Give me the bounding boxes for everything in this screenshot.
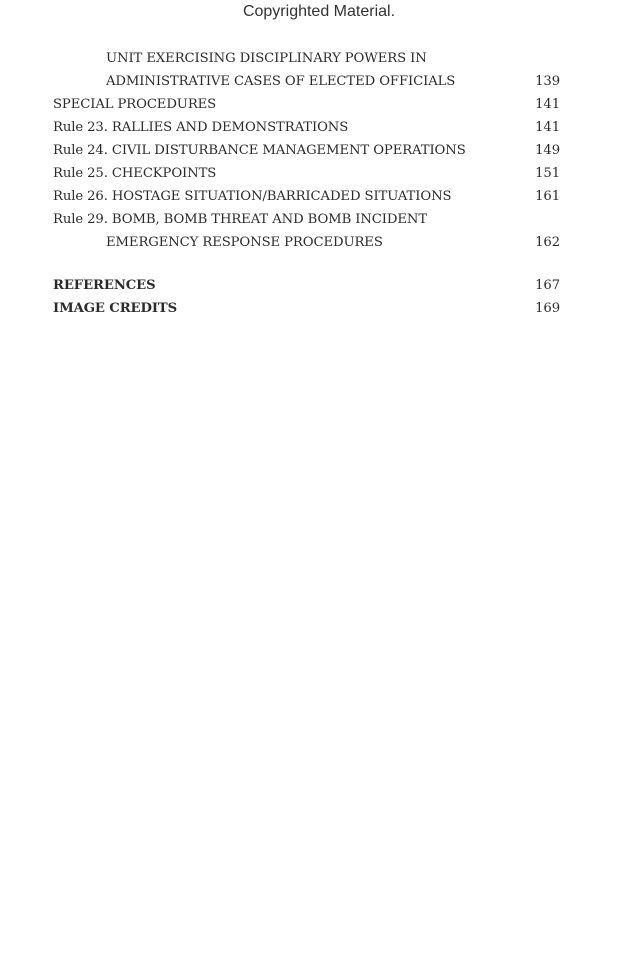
toc-entry-page: 149 — [535, 143, 560, 158]
toc-entry-title: Rule 26. HOSTAGE SITUATION/BARRICADED SITUATIONS — [53, 189, 452, 204]
section-spacer — [53, 254, 560, 274]
toc-entry — [53, 116, 560, 139]
toc-entry-title: Rule 29. BOMB, BOMB THREAT AND BOMB INCIDENT — [53, 212, 428, 227]
copyright-header: Copyrighted Material. — [242, 3, 396, 20]
toc-entry-image-credits — [53, 297, 560, 320]
toc-entry-references — [53, 274, 560, 297]
toc-entry-page: 162 — [535, 235, 560, 250]
toc-entry-page: 151 — [535, 166, 560, 181]
toc-entry-page: 139 — [535, 74, 560, 89]
toc-entry — [53, 185, 560, 208]
toc-entry-title: SPECIAL PROCEDURES — [53, 97, 217, 112]
toc-entry — [53, 162, 560, 185]
toc-entry — [53, 47, 560, 70]
toc-entry-title: IMAGE CREDITS — [53, 301, 178, 316]
toc-entry — [53, 70, 560, 93]
toc-entry-page: 167 — [535, 278, 560, 293]
toc-entry-title: UNIT EXERCISING DISCIPLINARY POWERS IN — [106, 51, 427, 66]
toc-entry-title: ADMINISTRATIVE CASES OF ELECTED OFFICIALS — [106, 74, 456, 89]
toc-entry-page: 141 — [535, 120, 560, 135]
toc-entry — [53, 208, 560, 231]
toc-entry — [53, 93, 560, 116]
table-of-contents — [53, 47, 560, 320]
toc-entry-page: 161 — [535, 189, 560, 204]
toc-entry-title: Rule 23. RALLIES AND DEMONSTRATIONS — [53, 120, 349, 135]
toc-entry — [53, 139, 560, 162]
toc-entry-title: Rule 25. CHECKPOINTS — [53, 166, 217, 181]
toc-entry-title: EMERGENCY RESPONSE PROCEDURES — [106, 235, 383, 250]
toc-entry-title: Rule 24. CIVIL DISTURBANCE MANAGEMENT OPERATIONS — [53, 143, 466, 158]
toc-entry — [53, 231, 560, 254]
toc-entry-page: 141 — [535, 97, 560, 112]
toc-entry-page: 169 — [535, 301, 560, 316]
toc-entry-title: REFERENCES — [53, 278, 156, 293]
